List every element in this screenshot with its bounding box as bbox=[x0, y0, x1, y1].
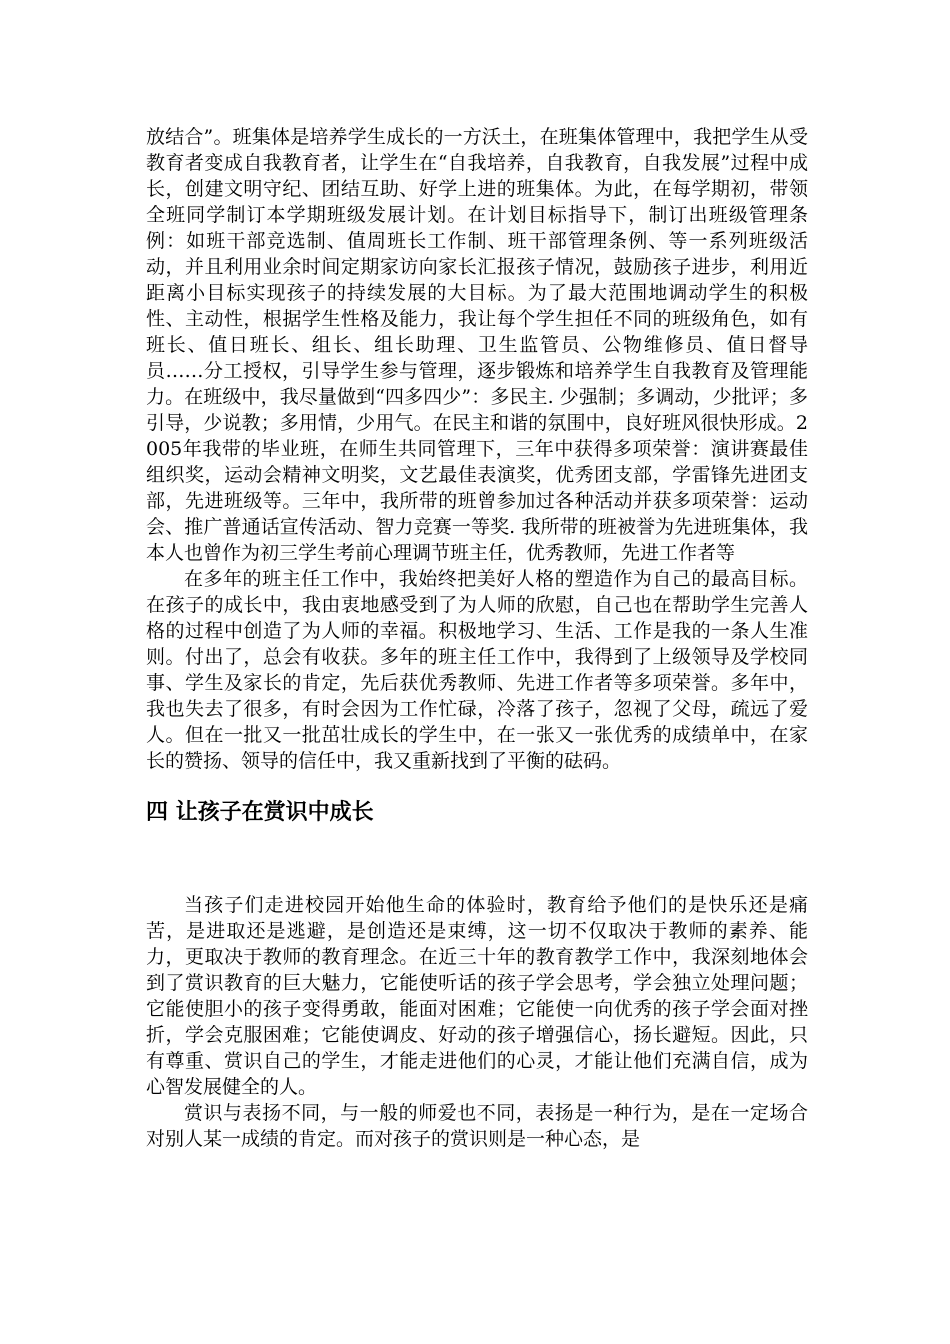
body-paragraph-2: 在多年的班主任工作中，我始终把美好人格的塑造作为自己的最高目标。在孩子的成长中，我由衷地感受到了为人师的欣慰，自己也在帮助学生完善人格的过程中创造了为人师的幸福。积极地学习、生活、工作是我的一条人生准则。付出了，总会有收获。多年的班主任工作中，我得到了上级领导及学校同事、学生及家长的肯定，先后获优秀教师、先进工作者等多项荣誉。多年中，我也失去了很多，有时会因为工作忙碌，冷落了孩子，忽视了父母，疏远了爱人。但在一批又一批茁壮成长的学生中，在一张又一张优秀的成绩单中，在家长的赞扬、领导的信任中，我又重新找到了平衡的砝码。 bbox=[146, 568, 808, 772]
body-paragraph-3: 当孩子们走进校园开始他生命的体验时，教育给予他们的是快乐还是痛苦，是进取还是逃避，是创造还是束缚，这一切不仅取决于教师的素养、能力，更取决于教师的教育理念。在近三十年的教育教学工作中，我深刻地体会到了赏识教育的巨大魅力，它能使听话的孩子学会思考，学会独立处理问题；它能使胆小的孩子变得勇敢，能面对困难；它能使一向优秀的孩子学会面对挫折，学会克服困难；它能使调皮、好动的孩子增强信心，扬长避短。因此，只有尊重、赏识自己的学生，才能走进他们的心灵，才能让他们充满自信，成为心智发展健全的人。 bbox=[146, 894, 808, 1098]
body-paragraph-1: 放结合”。班集体是培养学生成长的一方沃土，在班集体管理中，我把学生从受教育者变成自我教育者，让学生在“自我培养，自我教育，自我发展”过程中成长，创建文明守纪、团结互助、好学上进的班集体。为此，在每学期初，带领全班同学制订本学期班级发展计划。在计划目标指导下，制订出班级管理条例：如班干部竞选制、值周班长工作制、班干部管理条例、等一系列班级活动，并且利用业余时间定期家访向家长汇报孩子情况，鼓励孩子进步，利用近距离小目标实现孩子的持续发展的大目标。为了最大范围地调动学生的积极性、主动性，根据学生性格及能力，我让每个学生担任不同的班级角色，如有班长、值日班长、组长、组长助理、卫生监管员、公物维修员、值日督导员……分工授权，引导学生参与管理，逐步锻炼和培养学生自我教育及管理能力。在班级中，我尽量做到“四多四少”：多民主. 少强制；多调动，少批评；多引导，少说教；多用情，少用气。在民主和谐的氛围中，良好班风很快形成。2005年我带的毕业班，在师生共同管理下，三年中获得多项荣誉：演讲赛最佳组织奖，运动会精神文明奖，文艺最佳表演奖，优秀团支部，学雷锋先进团支部，先进班级等。三年中，我所带的班曾参加过各种活动并获多项荣誉：运动会、推广普通话宣传活动、智力竞赛一等奖. 我所带的班被誉为先进班集体，我本人也曾作为初三学生考前心理调节班主任，优秀教师，先进工作者等 bbox=[146, 126, 808, 564]
section-heading: 四 让孩子在赏识中成长 bbox=[146, 800, 374, 825]
spacer bbox=[146, 828, 808, 892]
body-paragraph-4: 赏识与表扬不同，与一般的师爱也不同，表扬是一种行为，是在一定场合对别人某一成绩的肯定。而对孩子的赏识则是一种心态，是 bbox=[146, 1102, 808, 1150]
document-page bbox=[146, 124, 808, 1152]
